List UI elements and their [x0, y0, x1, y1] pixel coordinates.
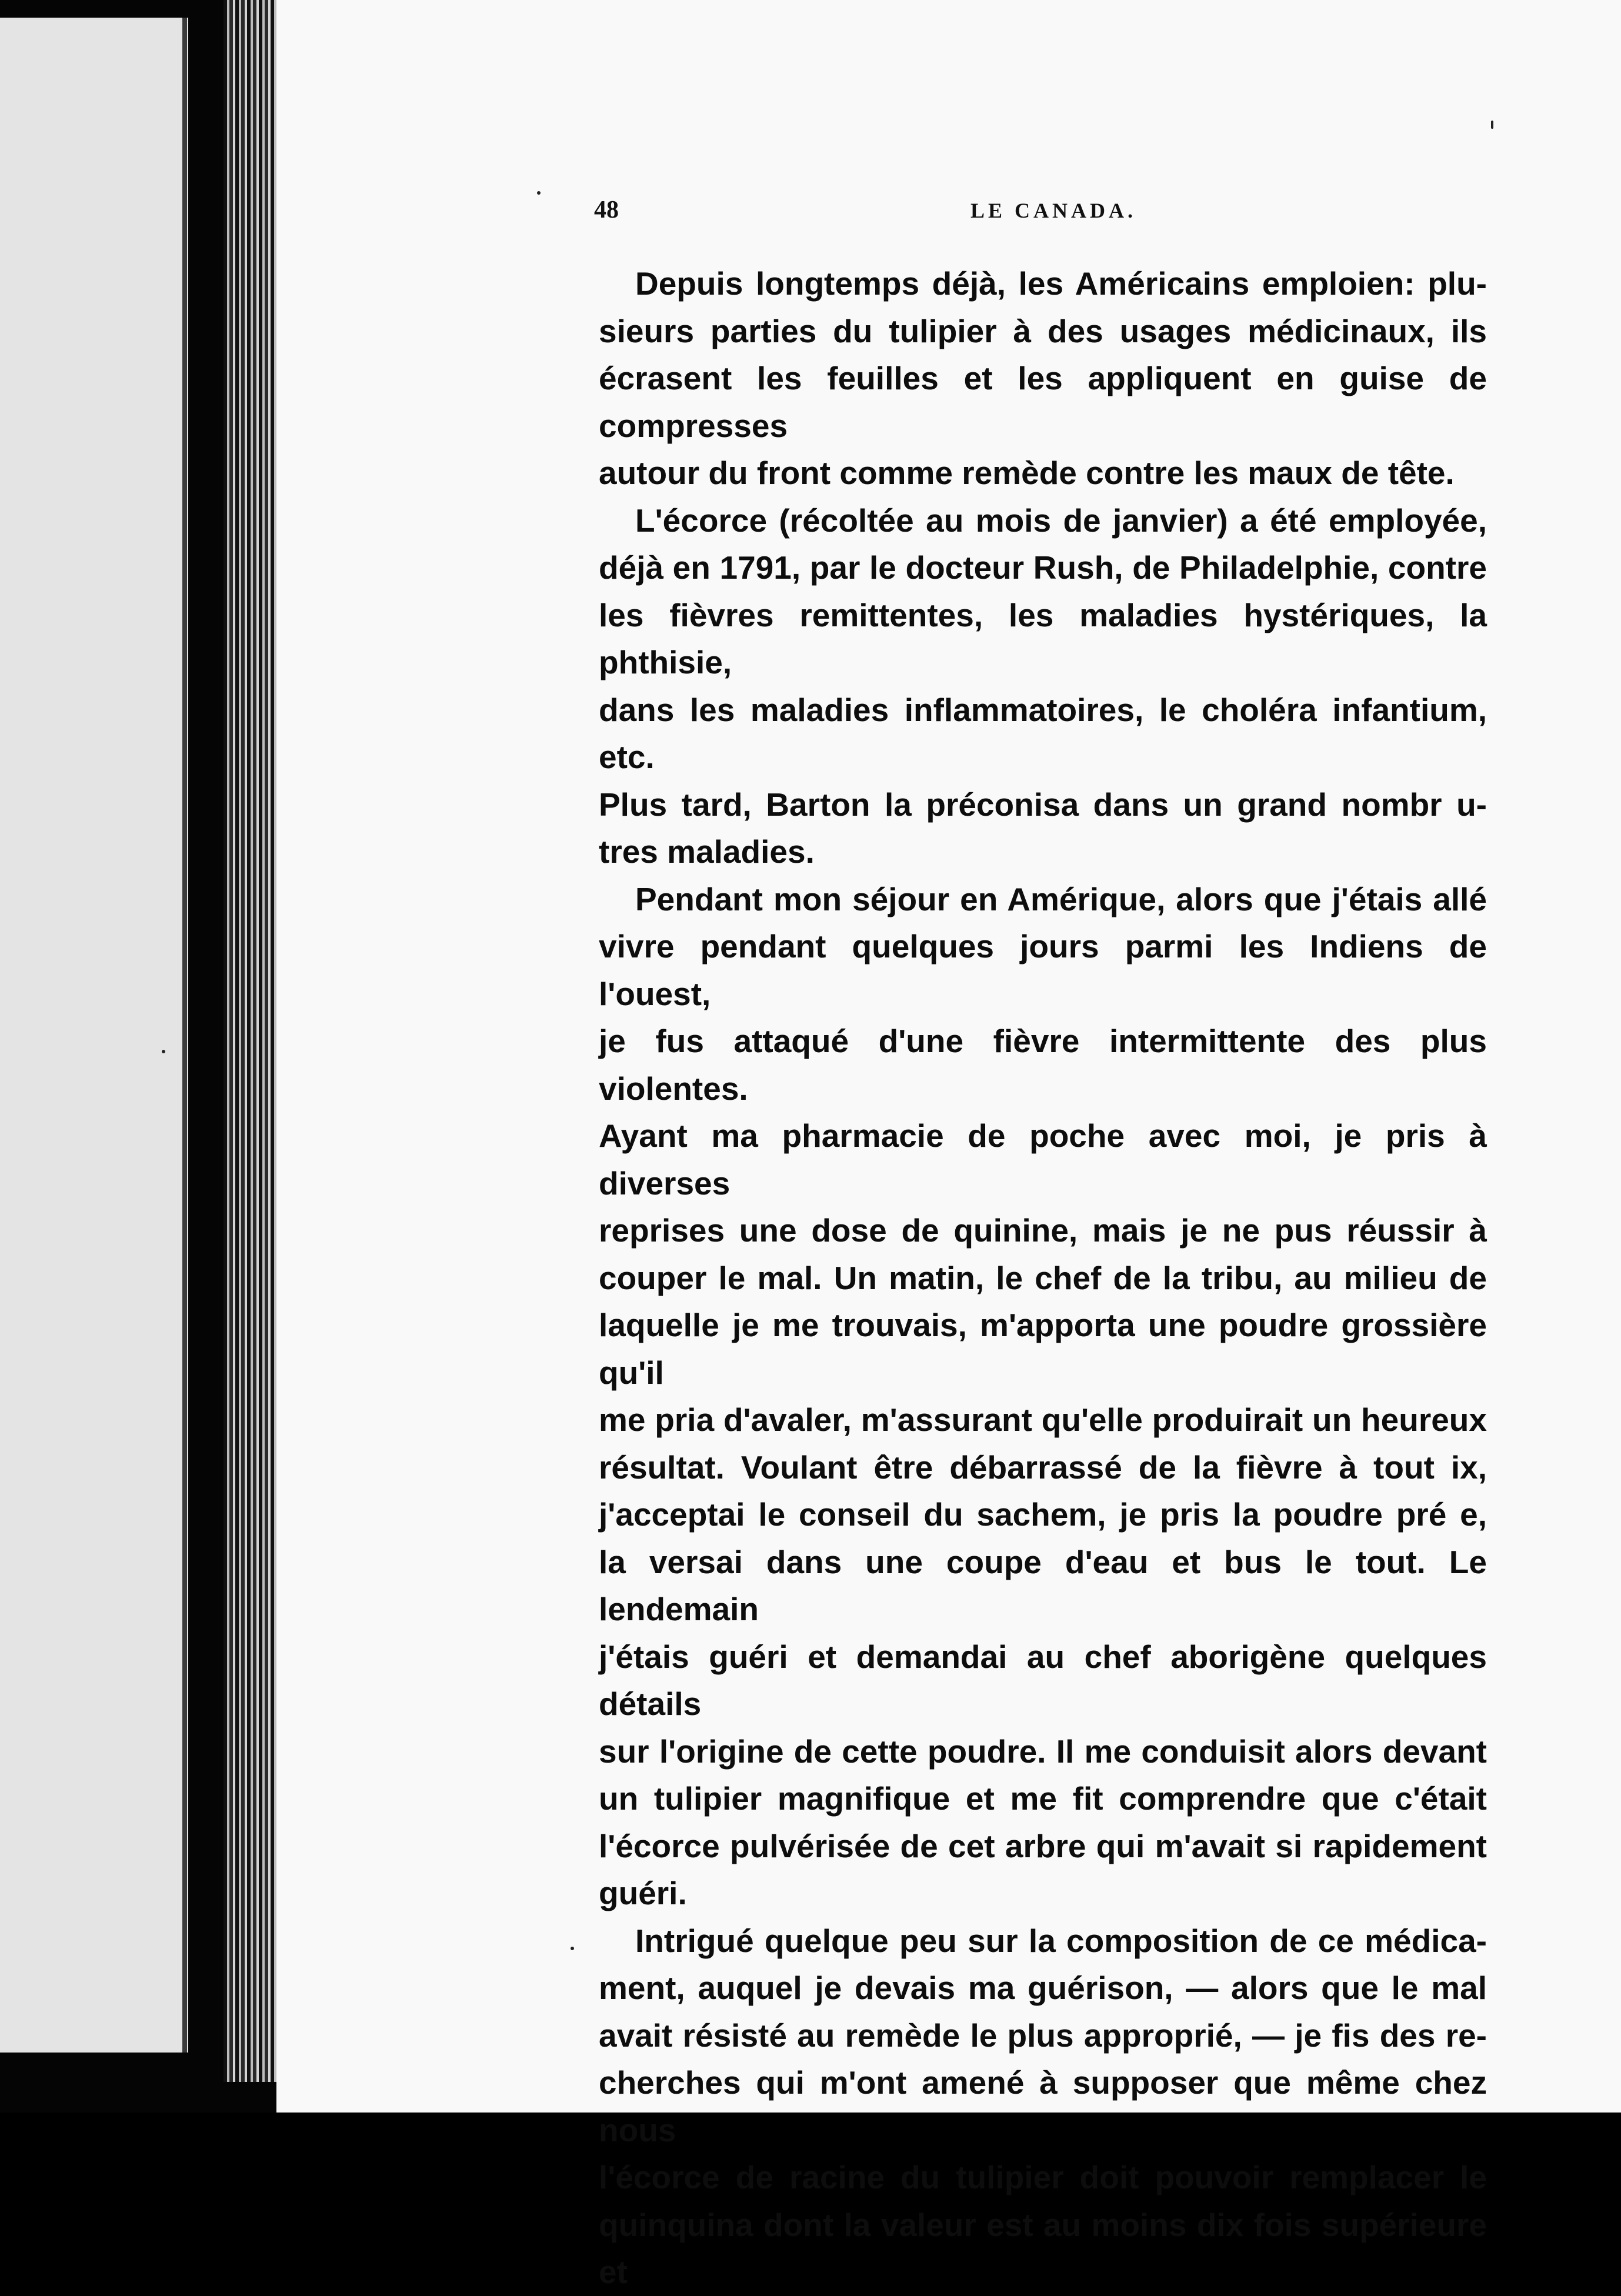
- text-line: guéri.: [599, 1875, 687, 1911]
- body-text: [599, 260, 1487, 2296]
- text-line: couper le mal. Un matin, le chef de la tribu, au milieu de: [599, 1259, 1487, 1296]
- text-line: Pendant mon séjour en Amérique, alors que j'étais allé: [635, 880, 1487, 917]
- text-line: autour du front comme remède contre les maux de tête.: [599, 455, 1455, 491]
- stacked-page-edges: [0, 18, 188, 2053]
- text-line: tres maladies.: [599, 833, 815, 870]
- scan-speck: [571, 1947, 574, 1950]
- text-line: ment, auquel je devais ma guérison, — alors que le mal: [599, 1970, 1487, 2006]
- paragraph: [599, 1917, 1487, 2296]
- page-header: [594, 196, 1470, 231]
- paragraph: [599, 497, 1487, 876]
- scan-speck: [162, 1050, 165, 1053]
- text-line: quinquina dont la valeur est au moins dix fois supérieure et: [599, 2206, 1487, 2290]
- text-line: Ayant ma pharmacie de poche avec moi, je pris à diverses: [599, 1117, 1487, 1202]
- paragraph: [599, 260, 1487, 497]
- text-line: l'écorce de racine du tulipier doit pouvoir remplacer le: [599, 2159, 1487, 2195]
- scan-speck: [1491, 121, 1493, 129]
- text-line: écrasent les feuilles et les appliquent en guise de compresses: [599, 360, 1487, 444]
- text-line: un tulipier magnifique et me fit comprendre que c'était: [599, 1780, 1487, 1817]
- text-line: avait résisté au remède le plus approprié, — je fis des re-: [599, 2017, 1487, 2054]
- text-line: Depuis longtemps déjà, les Américains emploien: plu-: [635, 265, 1487, 302]
- text-line: j'étais guéri et demandai au chef aborigène quelques détails: [599, 1638, 1487, 1722]
- text-line: les fièvres remittentes, les maladies hystériques, la phthisie,: [599, 596, 1487, 680]
- scan-speck: [537, 191, 541, 195]
- text-line: j'acceptai le conseil du sachem, je pris la poudre pré e,: [599, 1496, 1487, 1533]
- text-line: je fus attaqué d'une fièvre intermittente des plus violentes.: [599, 1023, 1487, 1107]
- page-number: 48: [594, 196, 619, 223]
- text-line: la versai dans une coupe d'eau et bus le tout. Le lendemain: [599, 1543, 1487, 1627]
- text-line: Plus tard, Barton la préconisa dans un grand nombr u-: [599, 786, 1487, 823]
- text-line: sieurs parties du tulipier à des usages médicinaux, ils: [599, 312, 1487, 349]
- text-line: L'écorce (récoltée au mois de janvier) a été employée,: [635, 502, 1487, 539]
- text-line: déjà en 1791, par le docteur Rush, de Philadelphie, contre: [599, 549, 1487, 586]
- paragraph: [599, 876, 1487, 1917]
- text-line: l'écorce pulvérisée de cet arbre qui m'avait si rapidement: [599, 1827, 1487, 1864]
- text-line: reprises une dose de quinine, mais je ne pus réussir à: [599, 1212, 1487, 1249]
- text-line: sur l'origine de cette poudre. Il me conduisit alors devant: [599, 1733, 1487, 1770]
- running-head: LE CANADA.: [970, 199, 1137, 222]
- text-line: dans les maladies inflammatoires, le choléra infantium, etc.: [599, 691, 1487, 775]
- text-line: Intrigué quelque peu sur la composition de ce médica-: [635, 1922, 1487, 1959]
- text-line: laquelle je me trouvais, m'apporta une poudre grossière qu'il: [599, 1307, 1487, 1391]
- text-line: résultat. Voulant être débarrassé de la fièvre à tout ix,: [599, 1449, 1487, 1486]
- text-line: vivre pendant quelques jours parmi les Indiens de l'ouest,: [599, 928, 1487, 1012]
- text-line: me pria d'avaler, m'assurant qu'elle produirait un heureux: [599, 1401, 1487, 1438]
- text-line: cherches qui m'ont amené à supposer que même chez nous: [599, 2064, 1487, 2148]
